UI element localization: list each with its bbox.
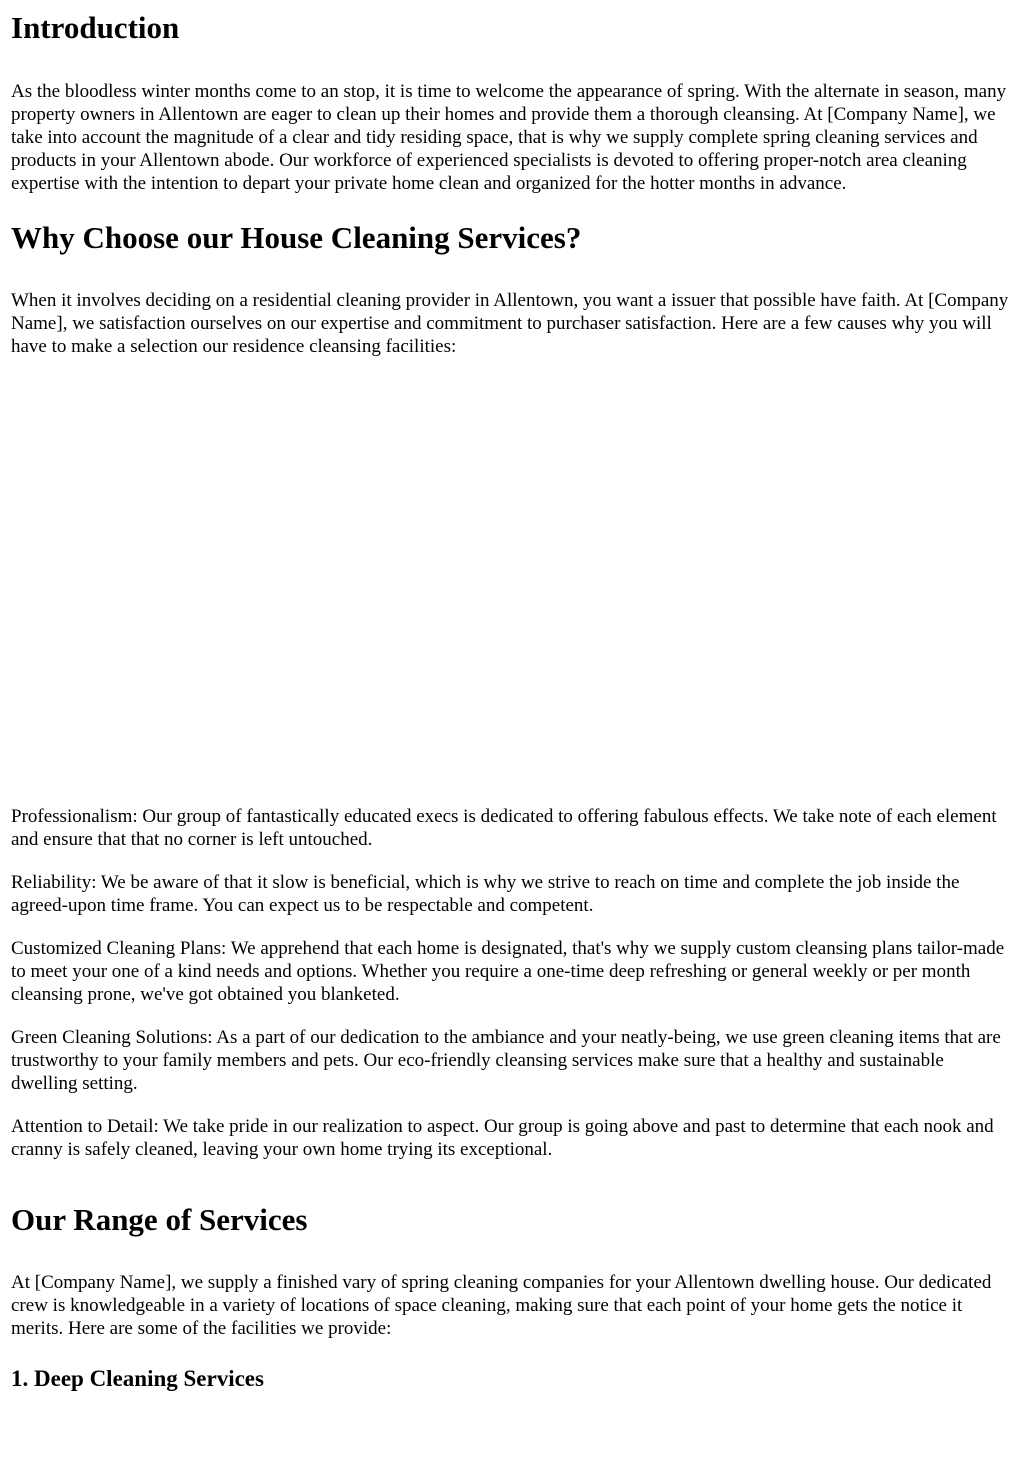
- range-of-services-heading: Our Range of Services: [11, 1202, 308, 1237]
- reason-professionalism: Professionalism: Our group of fantastically educated execs is dedicated to offering fabulous effects. We take note of each element and ensure that that no corner is left untouched.: [11, 806, 997, 850]
- reason-green-cleaning: Green Cleaning Solutions: As a part of our dedication to the ambiance and your neatly-being, we use green cleaning items that are trustworthy to your family members and pets. Our eco-friendly cleansing services make sure that a healthy and sustainable dwelling setting.: [11, 1027, 1001, 1094]
- document-page: [0, 10, 1024, 1393]
- image-placeholder: [11, 358, 1013, 805]
- reason-attention-to-detail: Attention to Detail: We take pride in our realization to aspect. Our group is going above and past to determine that each nook and cranny is safely cleaned, leaving your own home trying its exceptional.: [11, 1116, 994, 1160]
- why-choose-heading: Why Choose our House Cleaning Services?: [11, 220, 582, 255]
- reason-customized-plans: Customized Cleaning Plans: We apprehend that each home is designated, that's why we supply custom cleansing plans tailor-made to meet your one of a kind needs and options. Whether you require a one-time deep refreshing or general weekly or per month cleansing prone, we've got obtained you blanketed.: [11, 938, 1005, 1005]
- introduction-heading: Introduction: [11, 10, 180, 45]
- deep-cleaning-subheading: 1. Deep Cleaning Services: [11, 1366, 264, 1391]
- reason-reliability: Reliability: We be aware of that it slow is beneficial, which is why we strive to reach on time and complete the job inside the agreed-upon time frame. You can expect us to be respectable and competent.: [11, 872, 960, 916]
- range-of-services-paragraph: At [Company Name], we supply a finished vary of spring cleaning companies for your Allentown dwelling house. Our dedicated crew is knowledgeable in a variety of locations of space cleaning, making sure that each point of your home gets the notice it merits. Here are some of the facilities we provide:: [11, 1272, 992, 1339]
- introduction-paragraph: As the bloodless winter months come to an stop, it is time to welcome the appearance of spring. With the alternate in season, many property owners in Allentown are eager to clean up their homes and provide them a thorough cleansing. At [Company Name], we take into account the magnitude of a clear and tidy residing space, that is why we supply complete spring cleaning services and products in your Allentown abode. Our workforce of experienced specialists is devoted to offering proper-notch area cleaning expertise with the intention to depart your private home clean and organized for the hotter months in advance.: [11, 81, 1007, 194]
- why-choose-paragraph: When it involves deciding on a residential cleaning provider in Allentown, you want a issuer that possible have faith. At [Company Name], we satisfaction ourselves on our expertise and commitment to purchaser satisfaction. Here are a few causes why you will have to make a selection our residence cleansing facilities:: [11, 290, 1009, 357]
